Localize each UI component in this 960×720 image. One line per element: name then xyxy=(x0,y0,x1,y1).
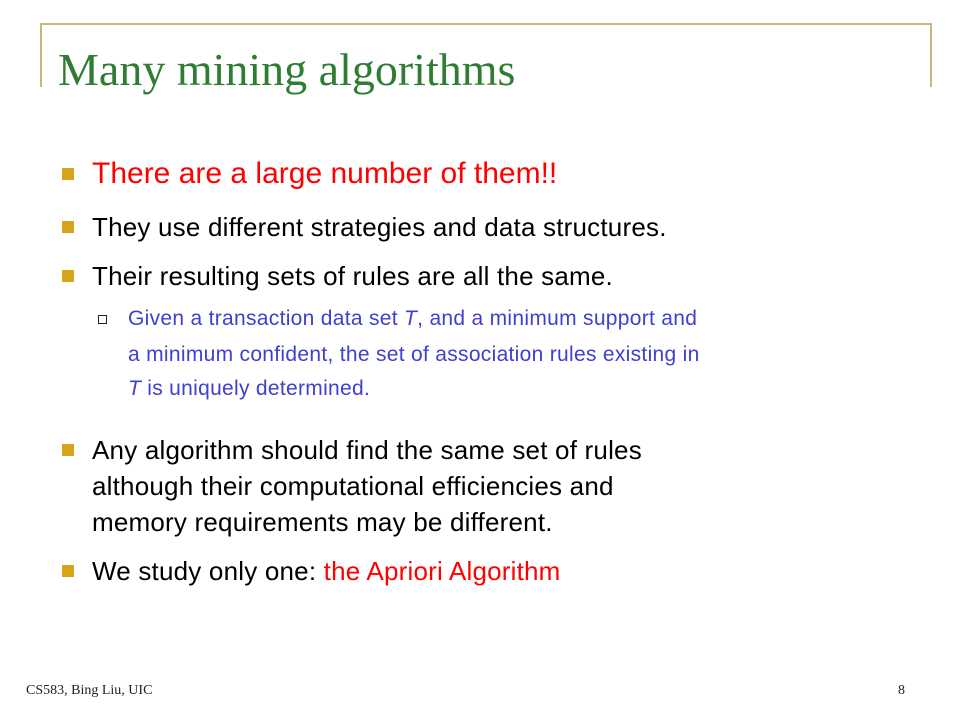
sub-bullet-line-2: a minimum confident, the set of association rules existing in xyxy=(128,343,700,366)
slide-title: Many mining algorithms xyxy=(58,44,516,95)
bullet-marker xyxy=(62,168,74,180)
bullet-marker xyxy=(62,221,74,233)
bullet-text-2: They use different strategies and data structures. xyxy=(92,212,667,242)
bullet-text-4-line-2: although their computational efficiencies and xyxy=(92,471,614,501)
bullet-marker xyxy=(62,444,74,456)
sub-line-1-pre: Given a transaction data set xyxy=(128,307,405,330)
bullet-marker xyxy=(62,270,74,282)
bullet-text-5 xyxy=(92,552,561,590)
sub-bullet-marker xyxy=(98,315,107,324)
bullet-text-3: Their resulting sets of rules are all the same. xyxy=(92,261,613,291)
sub-line-1-var: T xyxy=(404,307,418,330)
page-number: 8 xyxy=(898,683,905,698)
sub-bullet-line-1 xyxy=(128,304,697,334)
sub-bullet-line-3 xyxy=(128,374,370,404)
bullet-marker xyxy=(62,565,74,577)
sub-line-3-var: T xyxy=(128,377,142,400)
sub-line-3-post: is uniquely determined. xyxy=(141,377,371,400)
bullet-text-4-line-3: memory requirements may be different. xyxy=(92,507,553,537)
bullet-5-highlight: the Apriori Algorithm xyxy=(323,556,561,586)
sub-line-1-post: , and a minimum support and xyxy=(417,307,698,330)
bullet-text-1: There are a large number of them!! xyxy=(92,157,558,190)
bullet-text-4-line-1: Any algorithm should find the same set of rules xyxy=(92,435,642,465)
footer-course-info: CS583, Bing Liu, UIC xyxy=(26,683,153,698)
bullet-5-pre: We study only one: xyxy=(92,556,324,586)
